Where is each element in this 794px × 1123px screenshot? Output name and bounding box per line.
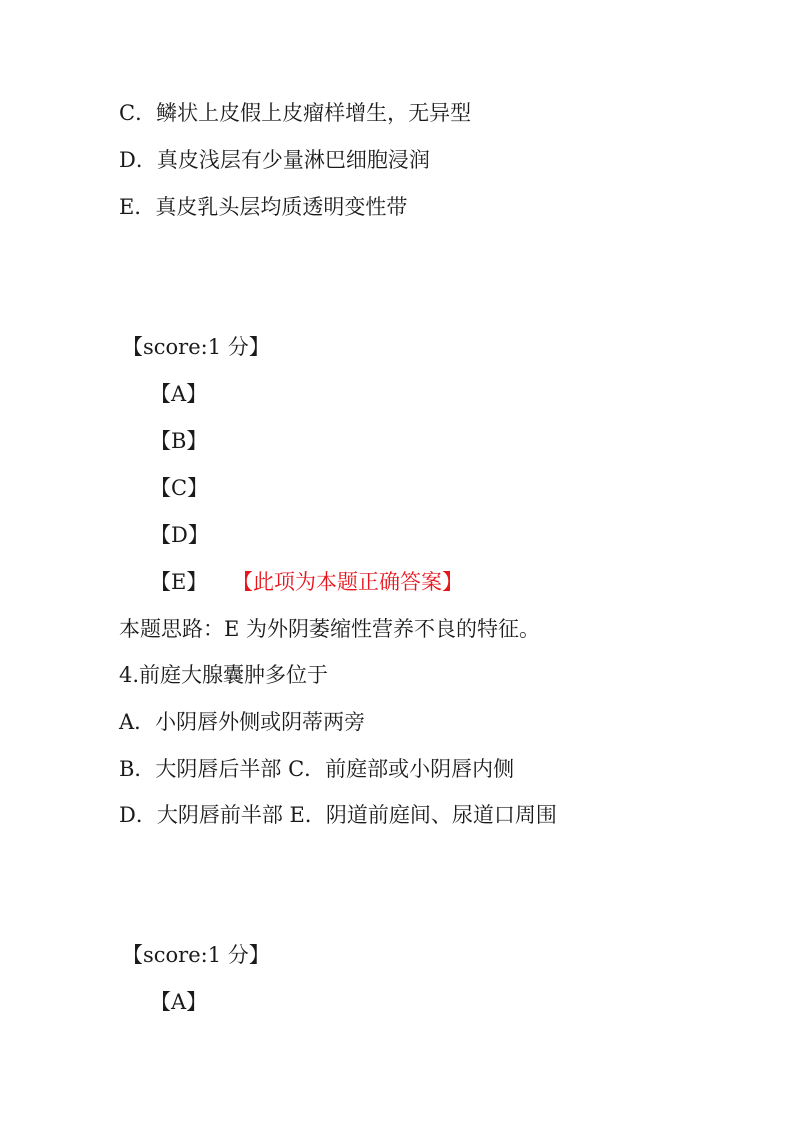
q4-option-d-e: D．大阴唇前半部 E．阴道前庭间、尿道口周围 bbox=[119, 803, 557, 827]
q3-explanation: 本题思路：E 为外阴萎缩性营养不良的特征。 bbox=[119, 617, 541, 641]
q4-stem: 4.前庭大腺囊肿多位于 bbox=[119, 663, 329, 687]
q4-option-b-c: B．大阴唇后半部 C．前庭部或小阴唇内侧 bbox=[119, 757, 515, 781]
q4-option-a: A．小阴唇外侧或阴蒂两旁 bbox=[119, 710, 366, 734]
q3-choice-d: 【D】 bbox=[150, 523, 209, 547]
q3-option-d: D．真皮浅层有少量淋巴细胞浸润 bbox=[119, 148, 430, 172]
q3-option-c: C．鳞状上皮假上皮瘤样增生，无异型 bbox=[119, 101, 472, 125]
q3-choice-b: 【B】 bbox=[150, 429, 208, 453]
q3-choice-e: 【E】 bbox=[150, 570, 208, 594]
q3-choice-a: 【A】 bbox=[150, 382, 208, 406]
correct-answer-marker: 【此项为本题正确答案】 bbox=[232, 570, 463, 594]
q4-choice-a: 【A】 bbox=[150, 990, 208, 1014]
q3-choice-c: 【C】 bbox=[150, 476, 209, 500]
q3-option-e: E．真皮乳头层均质透明变性带 bbox=[119, 195, 408, 219]
q3-score: 【score:1 分】 bbox=[122, 335, 270, 359]
q4-score: 【score:1 分】 bbox=[122, 943, 270, 967]
